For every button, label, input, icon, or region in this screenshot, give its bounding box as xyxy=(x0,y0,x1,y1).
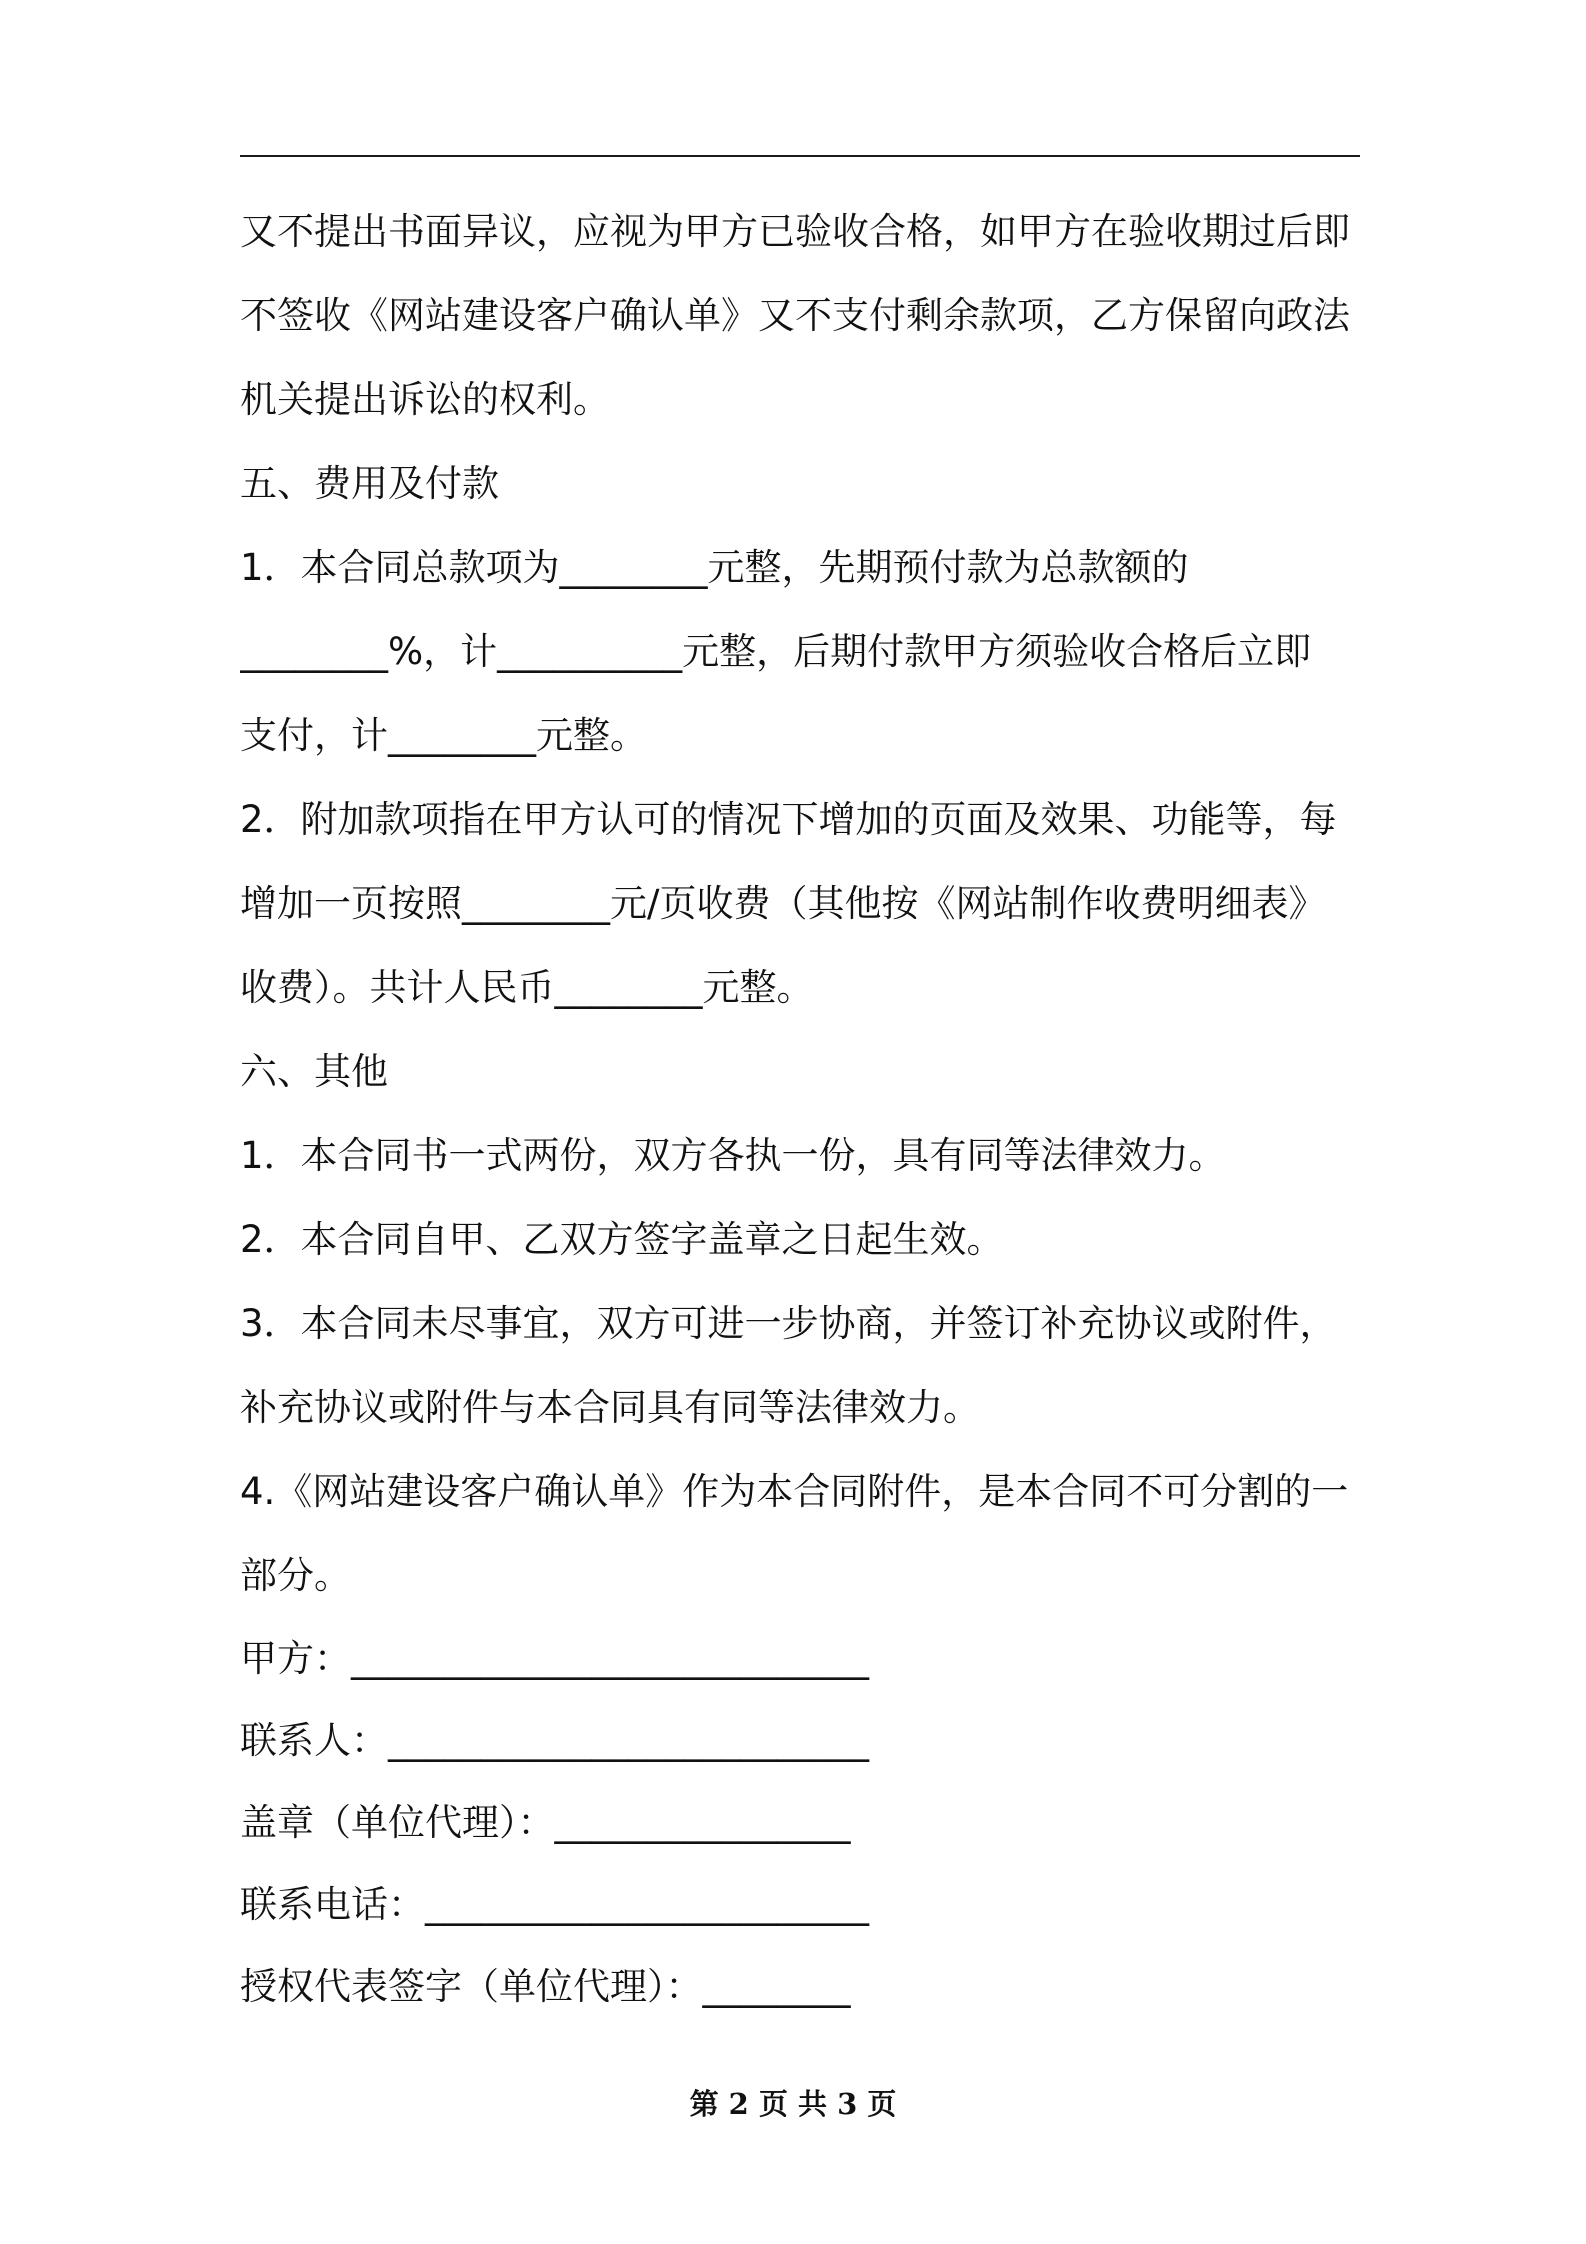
seal-field: 盖章（单位代理）：________________ xyxy=(240,1801,851,1844)
body-line: 1．本合同书一式两份，双方各执一份，具有同等法律效力。 xyxy=(240,1134,1226,1177)
body-line: 收费）。共计人民币________元整。 xyxy=(240,966,814,1009)
body-line: 不签收《网站建设客户确认单》又不支付剩余款项，乙方保留向政法 xyxy=(240,294,1350,337)
authorized-signature-field: 授权代表签字（单位代理）：________ xyxy=(240,1965,851,2008)
body-line: 补充协议或附件与本合同具有同等法律效力。 xyxy=(240,1386,980,1429)
header-rule xyxy=(240,155,1360,157)
body-line: 4.《网站建设客户确认单》作为本合同附件，是本合同不可分割的一 xyxy=(240,1470,1349,1513)
body-line: 部分。 xyxy=(240,1554,351,1597)
body-line: 2．本合同自甲、乙双方签字盖章之日起生效。 xyxy=(240,1218,1004,1261)
page-number-footer: 第 2 页 共 3 页 xyxy=(689,2087,897,2121)
contract-body xyxy=(240,190,1360,1618)
body-line: 又不提出书面异议，应视为甲方已验收合格，如甲方在验收期过后即 xyxy=(240,210,1350,253)
body-line: 增加一页按照________元/页收费（其他按《网站制作收费明细表》 xyxy=(240,882,1326,925)
contact-phone-field: 联系电话：________________________ xyxy=(240,1883,869,1926)
body-line: 机关提出诉讼的权利。 xyxy=(240,378,610,421)
body-line: ________%，计__________元整，后期付款甲方须验收合格后立即 xyxy=(240,630,1312,673)
contact-person-field: 联系人：__________________________ xyxy=(240,1719,869,1762)
section-heading-other: 六、其他 xyxy=(240,1050,388,1093)
body-line: 2．附加款项指在甲方认可的情况下增加的页面及效果、功能等，每 xyxy=(240,798,1337,841)
body-line: 3．本合同未尽事宜，双方可进一步协商，并签订补充协议或附件， xyxy=(240,1302,1337,1345)
body-line: 1．本合同总款项为________元整，先期预付款为总款额的 xyxy=(240,546,1189,589)
party-a-field: 甲方：____________________________ xyxy=(240,1637,869,1680)
body-line: 支付，计________元整。 xyxy=(240,714,647,757)
section-heading-fees: 五、费用及付款 xyxy=(240,462,499,505)
signature-block xyxy=(240,1618,1360,2028)
